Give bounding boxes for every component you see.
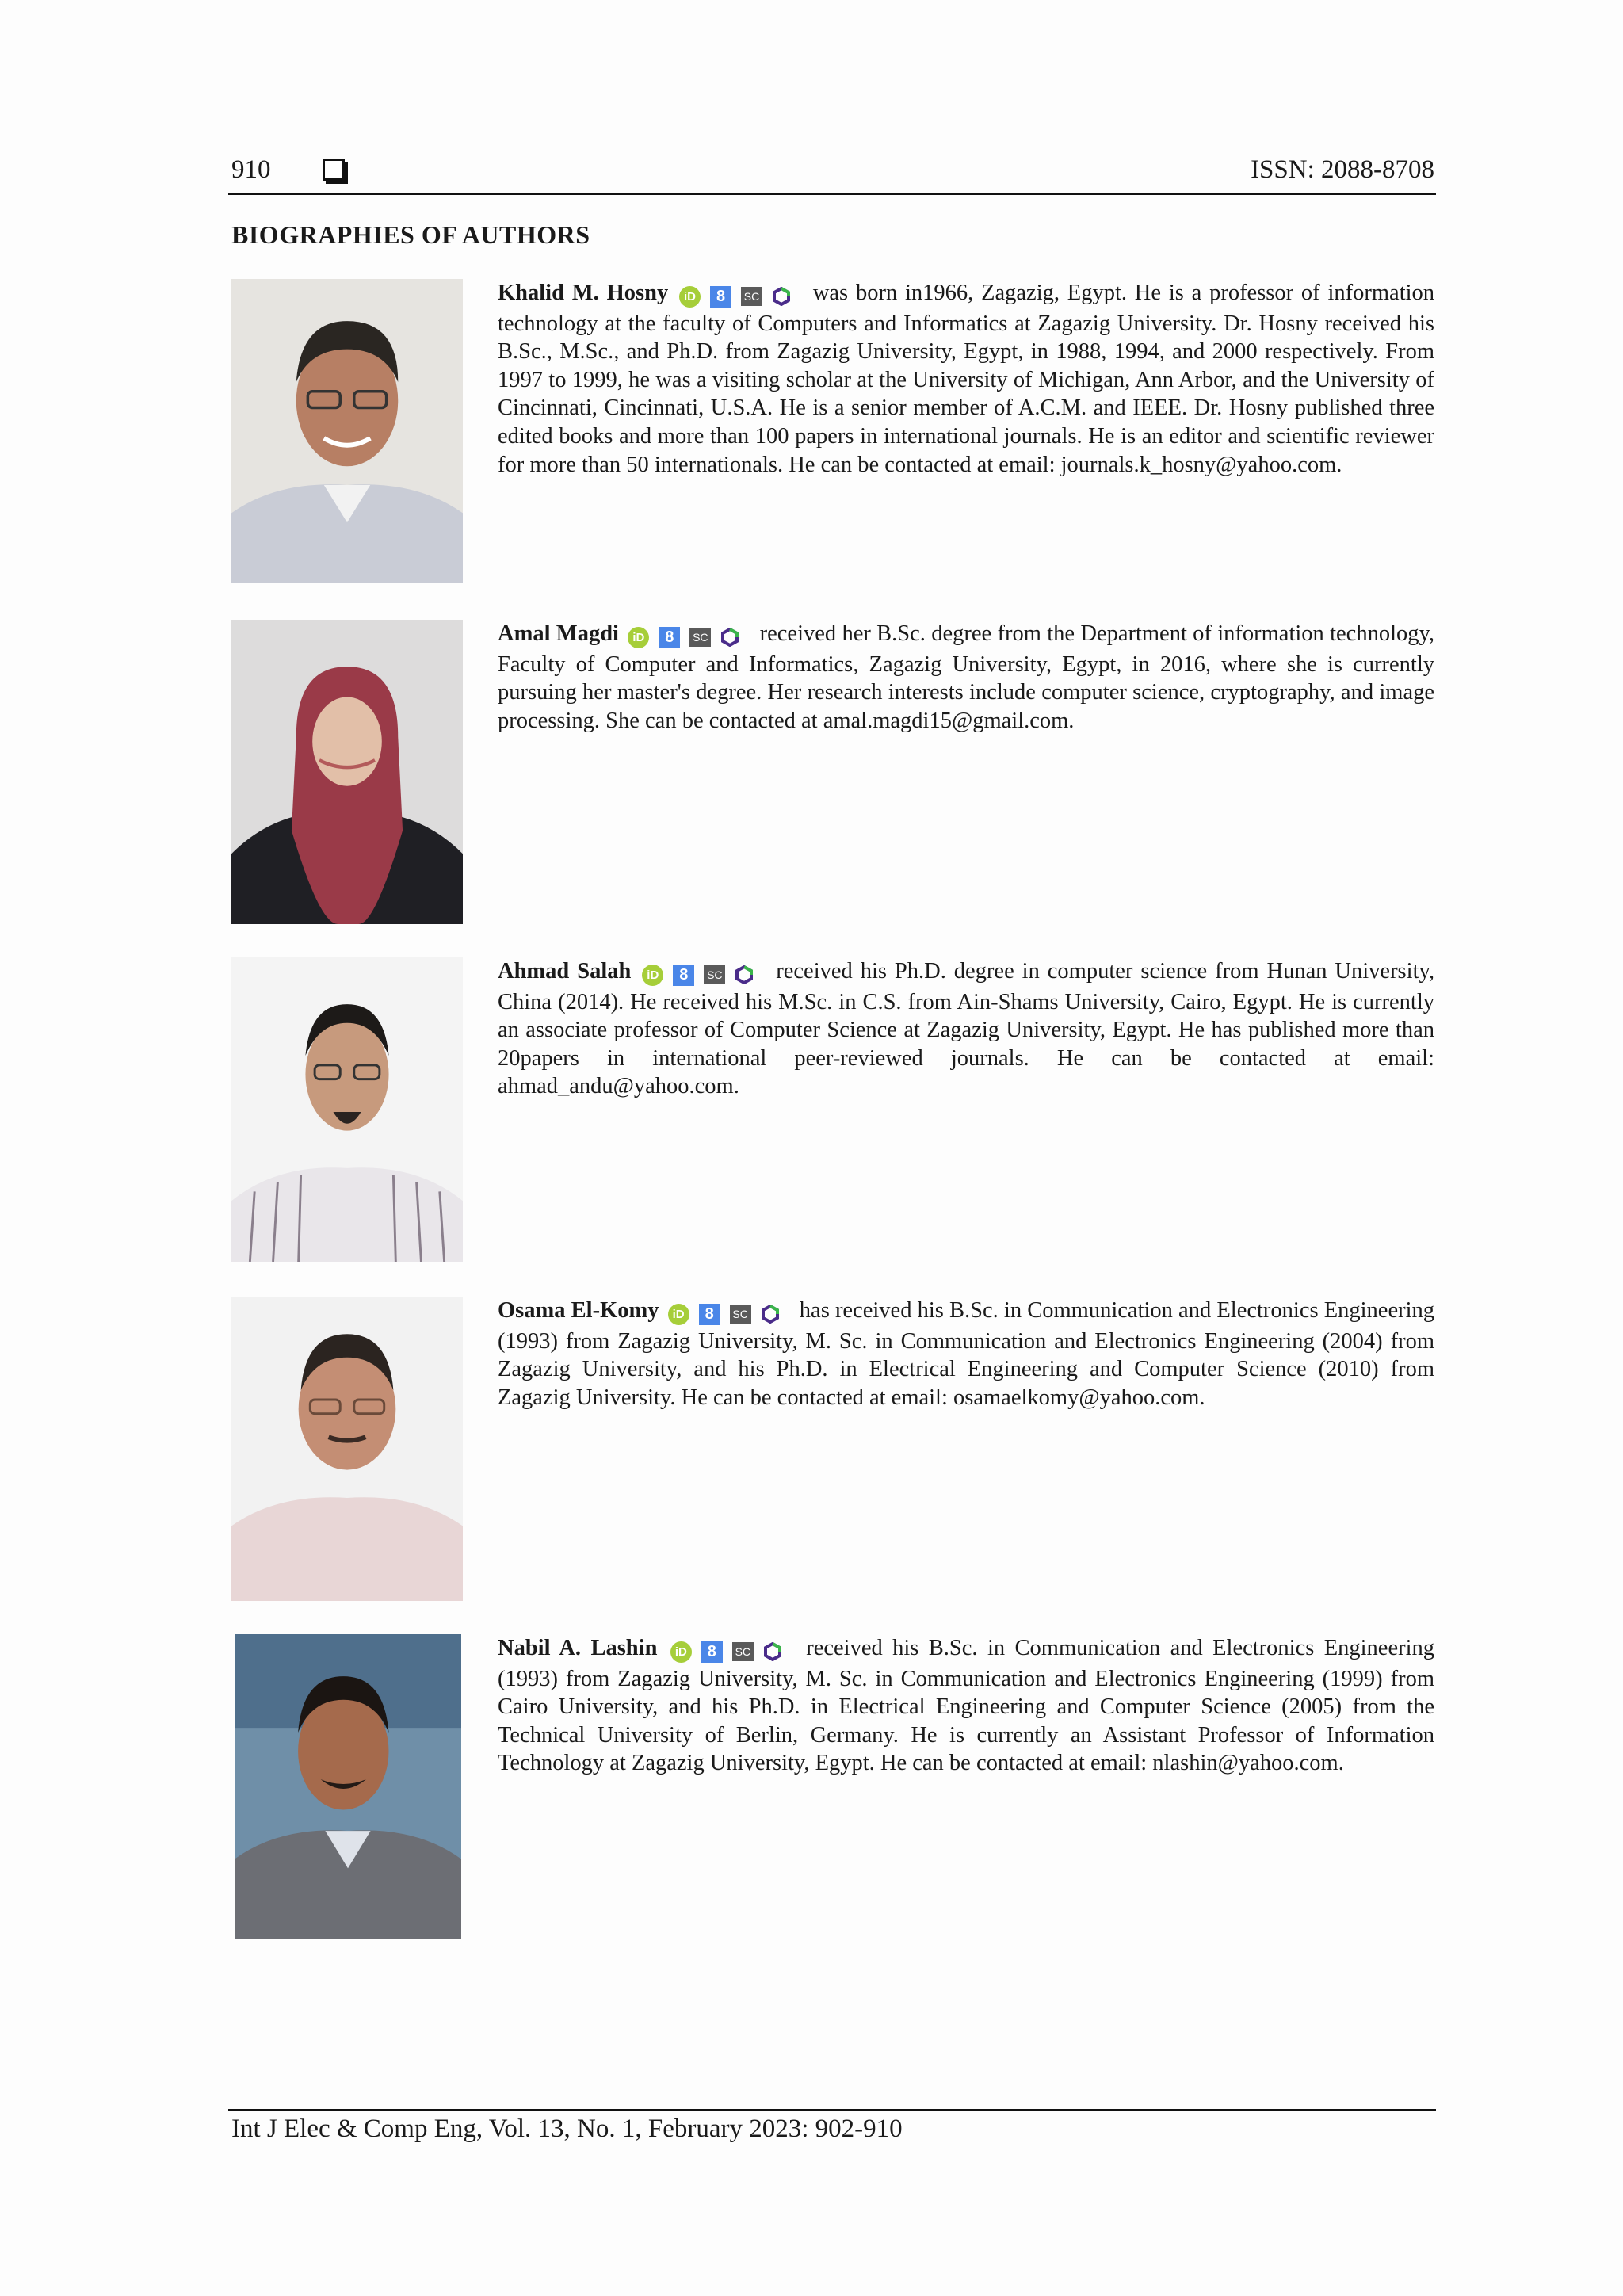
author-name: Nabil A. Lashin: [498, 1636, 658, 1660]
author-photo: [231, 279, 463, 583]
profile-icons: [628, 622, 749, 651]
scopus-icon[interactable]: SC: [741, 287, 762, 306]
author-photo: [231, 957, 463, 1262]
google-scholar-icon[interactable]: 8: [701, 1641, 723, 1663]
scopus-icon[interactable]: SC: [704, 965, 725, 984]
author-photo: [235, 1634, 461, 1939]
google-scholar-icon[interactable]: 8: [699, 1304, 720, 1325]
page-header: [231, 155, 1434, 190]
publons-icon[interactable]: [735, 965, 754, 984]
orcid-icon[interactable]: iD: [670, 1641, 692, 1663]
section-title: BIOGRAPHIES OF AUTHORS: [231, 220, 590, 249]
author-bio-body: was born in1966, Zagazig, Egypt. He is a professor of information technology at the faculty of Computers and Informatics at Zagazig University. Dr. Hosny received his B.Sc., M.Sc., and Ph.D. from Zagazig University, Egypt, in 1988, 1994, and 2000 respectively. From 1997 to 1999, he was a visiting scholar at the University of Michigan, Ann Arbor, and the University of Cincinnati, Cincinnati, U.S.A. He is a senior member of A.C.M. and IEEE. Dr. Hosny published three edited books and more than 100 papers in international journals. He is an editor and scientific reviewer for more than 50 internationals. He can be contacted at email: journals.k_hosny@yahoo.com.: [498, 281, 1435, 477]
author-name: Khalid M. Hosny: [498, 281, 669, 305]
orcid-icon[interactable]: iD: [679, 286, 701, 308]
author-bio-text: [498, 957, 1434, 1101]
publons-icon[interactable]: [720, 628, 739, 647]
author-photo: [231, 620, 463, 924]
google-scholar-icon[interactable]: 8: [710, 286, 731, 308]
orcid-icon[interactable]: iD: [642, 965, 663, 986]
author-bio-body: received her B.Sc. degree from the Department of information technology, Faculty of Computer and Informatics, Zagazig University, Egypt, in 2016, where she is currently pursuing her master's degree. Her research interests include computer science, cryptography, and image processing. She can be contacted at amal.magdi15@gmail.com.: [498, 621, 1435, 733]
footer-rule: [228, 2109, 1436, 2111]
author-name: Osama El-Komy: [498, 1298, 659, 1323]
header-rule: [228, 193, 1436, 195]
profile-icons: [668, 1299, 789, 1328]
author-bio-body: received his B.Sc. in Communication and Electronics Engineering (1993) from Zagazig University, M. Sc. in Communication and Electronics Engineering (1999) from Cairo University, and his Ph.D. in Electrical Engineering and Computer Science (2005) from the Technical University of Berlin, Germany. He is currently an Assistant Professor of Information Technology at Zagazig University, Egypt. He can be contacted at email: nlashin@yahoo.com.: [498, 1636, 1435, 1776]
profile-icons: [679, 281, 800, 310]
author-photo: [231, 1297, 463, 1601]
author-name: Amal Magdi: [498, 621, 619, 646]
author-bio-body: has received his B.Sc. in Communication and Electronics Engineering (1993) from Zagazig University, M. Sc. in Communication and Electronics Engineering (2004) from Zagazig University, and his Ph.D. in Electrical Engineering and Computer Science (2010) from Zagazig University. He can be contacted at email: osamaelkomy@yahoo.com.: [498, 1298, 1434, 1410]
scopus-icon[interactable]: SC: [689, 628, 711, 647]
author-bio-text: [498, 620, 1434, 735]
author-bio-body: received his Ph.D. degree in computer science from Hunan University, China (2014). He received his M.Sc. in C.S. from Ain-Shams University, Cairo, Egypt. He is currently an associate professor of Computer Science at Zagazig University, Egypt. He has published more than 20papers in international peer-reviewed journals. He can be contacted at email: ahmad_andu@yahoo.com.: [498, 959, 1435, 1099]
author-bio-text: [498, 1634, 1434, 1778]
publons-icon[interactable]: [763, 1642, 782, 1661]
publons-icon[interactable]: [772, 287, 791, 306]
checkbox-glyph-icon: [323, 159, 345, 181]
author-bio-text: [498, 279, 1434, 479]
scopus-icon[interactable]: SC: [732, 1642, 754, 1661]
journal-citation: Int J Elec & Comp Eng, Vol. 13, No. 1, February 2023: 902-910: [231, 2115, 903, 2143]
scopus-icon[interactable]: SC: [730, 1305, 751, 1324]
publons-icon[interactable]: [761, 1305, 780, 1324]
author-bio-text: [498, 1297, 1434, 1412]
orcid-icon[interactable]: iD: [668, 1304, 689, 1325]
issn-label: ISSN: 2088-8708: [1251, 155, 1434, 184]
google-scholar-icon[interactable]: 8: [673, 965, 694, 986]
profile-icons: [642, 960, 763, 988]
author-name: Ahmad Salah: [498, 959, 632, 984]
profile-icons: [670, 1637, 792, 1665]
page-number: 910: [231, 155, 271, 184]
google-scholar-icon[interactable]: 8: [659, 627, 680, 648]
orcid-icon[interactable]: iD: [628, 627, 649, 648]
